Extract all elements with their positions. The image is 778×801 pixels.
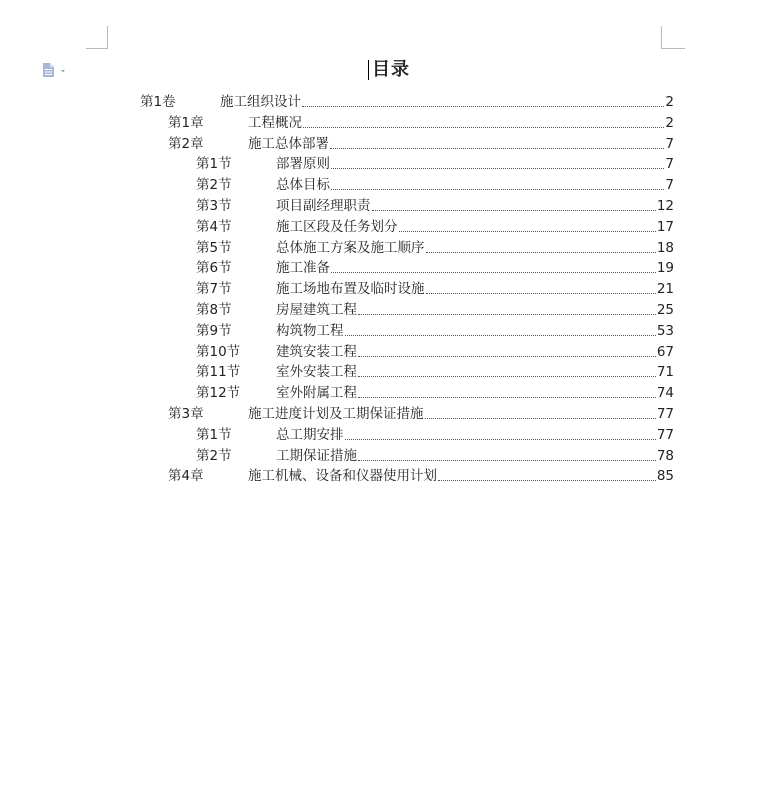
toc-entry-page: 7 — [665, 156, 674, 173]
toc-entry-level-3[interactable] — [196, 444, 674, 465]
dot-leader — [345, 335, 656, 336]
toc-entry-page: 78 — [656, 447, 674, 464]
toc-entry-page: 7 — [665, 135, 674, 152]
dot-leader — [426, 293, 656, 294]
toc-entry-level-3[interactable] — [196, 319, 674, 340]
toc-entry-title: 项目副经理职责 — [276, 198, 371, 214]
toc-entry-number: 第10节 — [196, 343, 241, 360]
toc-entry-title: 工期保证措施 — [276, 447, 357, 464]
dot-leader — [358, 376, 656, 377]
toc-heading — [0, 57, 778, 83]
toc-entry-page: 77 — [656, 426, 674, 443]
dot-leader — [331, 272, 656, 273]
toc-entry-level-3[interactable] — [196, 173, 674, 194]
toc-entry-page: 21 — [656, 281, 674, 298]
toc-entry-page: 2 — [665, 94, 674, 110]
toc-heading-text: 目录 — [372, 59, 410, 80]
toc-entry-level-3[interactable] — [196, 360, 674, 381]
toc-entry-page: 2 — [665, 114, 674, 131]
toc-entry-page: 17 — [656, 218, 674, 235]
toc-entry-title: 部署原则 — [276, 156, 330, 173]
toc-entry-level-2[interactable] — [168, 111, 674, 132]
toc-entry-level-3[interactable] — [196, 194, 674, 215]
dot-leader — [303, 127, 664, 128]
toc-entry-number: 第3节 — [196, 198, 232, 214]
toc-entry-page: 7 — [665, 177, 674, 194]
toc-entry-page: 74 — [656, 385, 674, 402]
toc-entry-number: 第7节 — [196, 281, 232, 298]
dot-leader — [358, 314, 656, 315]
dot-leader — [330, 148, 664, 149]
toc-entry-number: 第2章 — [168, 135, 204, 152]
toc-entry-title: 建筑安装工程 — [276, 343, 357, 360]
toc-entry-page: 19 — [656, 260, 674, 277]
dot-leader — [331, 189, 664, 190]
toc-entry-number: 第5节 — [196, 239, 232, 256]
toc-entry-title: 总体目标 — [276, 177, 330, 194]
dot-leader — [426, 252, 656, 253]
toc-entry-page: 77 — [656, 406, 674, 422]
toc-entry-number: 第11节 — [196, 364, 241, 381]
dot-leader — [425, 418, 656, 419]
toc-entry-title: 总工期安排 — [276, 426, 344, 443]
toc-entry-title: 施工进度计划及工期保证措施 — [248, 406, 424, 422]
toc-entry-number: 第4节 — [196, 218, 232, 235]
dot-leader — [345, 439, 656, 440]
dot-leader — [438, 480, 656, 481]
toc-entry-page: 85 — [656, 468, 674, 485]
toc-entry-level-2[interactable] — [168, 464, 674, 485]
toc-entry-number: 第8节 — [196, 302, 232, 318]
toc-entry-number: 第4章 — [168, 468, 204, 485]
dot-leader — [399, 231, 656, 232]
toc-entry-title: 施工区段及任务划分 — [276, 218, 398, 235]
toc-entry-level-2[interactable] — [168, 132, 674, 153]
text-cursor — [368, 60, 369, 80]
dot-leader — [302, 106, 664, 107]
toc-entry-level-3[interactable] — [196, 381, 674, 402]
toc-entry-number: 第1卷 — [140, 94, 176, 110]
toc-entry-page: 71 — [656, 364, 674, 381]
toc-entry-number: 第1节 — [196, 156, 232, 173]
toc-entry-level-1[interactable] — [140, 90, 674, 111]
toc-entry-title: 房屋建筑工程 — [276, 302, 357, 318]
toc-entry-number: 第1节 — [196, 426, 232, 443]
toc-entry-level-3[interactable] — [196, 277, 674, 298]
toc-entry-number: 第3章 — [168, 406, 204, 422]
toc-entry-level-3[interactable] — [196, 236, 674, 257]
dot-leader — [372, 210, 656, 211]
toc-entry-title: 工程概况 — [248, 114, 302, 131]
toc-entry-title: 施工准备 — [276, 260, 330, 277]
toc-entry-level-2[interactable] — [168, 402, 674, 423]
toc-entry-title: 构筑物工程 — [276, 322, 344, 339]
toc-entry-title: 施工组织设计 — [220, 94, 301, 110]
toc-entry-page: 12 — [656, 198, 674, 214]
toc-entry-number: 第6节 — [196, 260, 232, 277]
toc-entry-page: 67 — [656, 343, 674, 360]
toc-entry-number: 第1章 — [168, 114, 204, 131]
dot-leader — [331, 168, 664, 169]
dot-leader — [358, 356, 656, 357]
toc-entry-level-3[interactable] — [196, 423, 674, 444]
crop-mark-top-right — [661, 26, 685, 49]
toc-entry-title: 室外附属工程 — [276, 385, 357, 402]
toc-entry-level-3[interactable] — [196, 152, 674, 173]
toc-entry-level-3[interactable] — [196, 256, 674, 277]
toc-entry-level-3[interactable] — [196, 298, 674, 319]
toc-entry-page: 25 — [656, 302, 674, 318]
toc-entry-level-3[interactable] — [196, 340, 674, 361]
crop-mark-top-left — [86, 26, 108, 49]
toc-entry-title: 施工场地布置及临时设施 — [276, 281, 425, 298]
toc-entry-title: 总体施工方案及施工顺序 — [276, 239, 425, 256]
toc-entry-page: 53 — [656, 322, 674, 339]
dot-leader — [358, 397, 656, 398]
dot-leader — [358, 460, 656, 461]
toc-entry-number: 第12节 — [196, 385, 241, 402]
toc-entry-number: 第2节 — [196, 447, 232, 464]
toc-entry-level-3[interactable] — [196, 215, 674, 236]
toc-entry-title: 室外安装工程 — [276, 364, 357, 381]
toc-entry-title: 施工总体部署 — [248, 135, 329, 152]
toc-entry-number: 第9节 — [196, 322, 232, 339]
toc-entry-page: 18 — [656, 239, 674, 256]
toc-entry-number: 第2节 — [196, 177, 232, 194]
toc-entry-title: 施工机械、设备和仪器使用计划 — [248, 468, 437, 485]
